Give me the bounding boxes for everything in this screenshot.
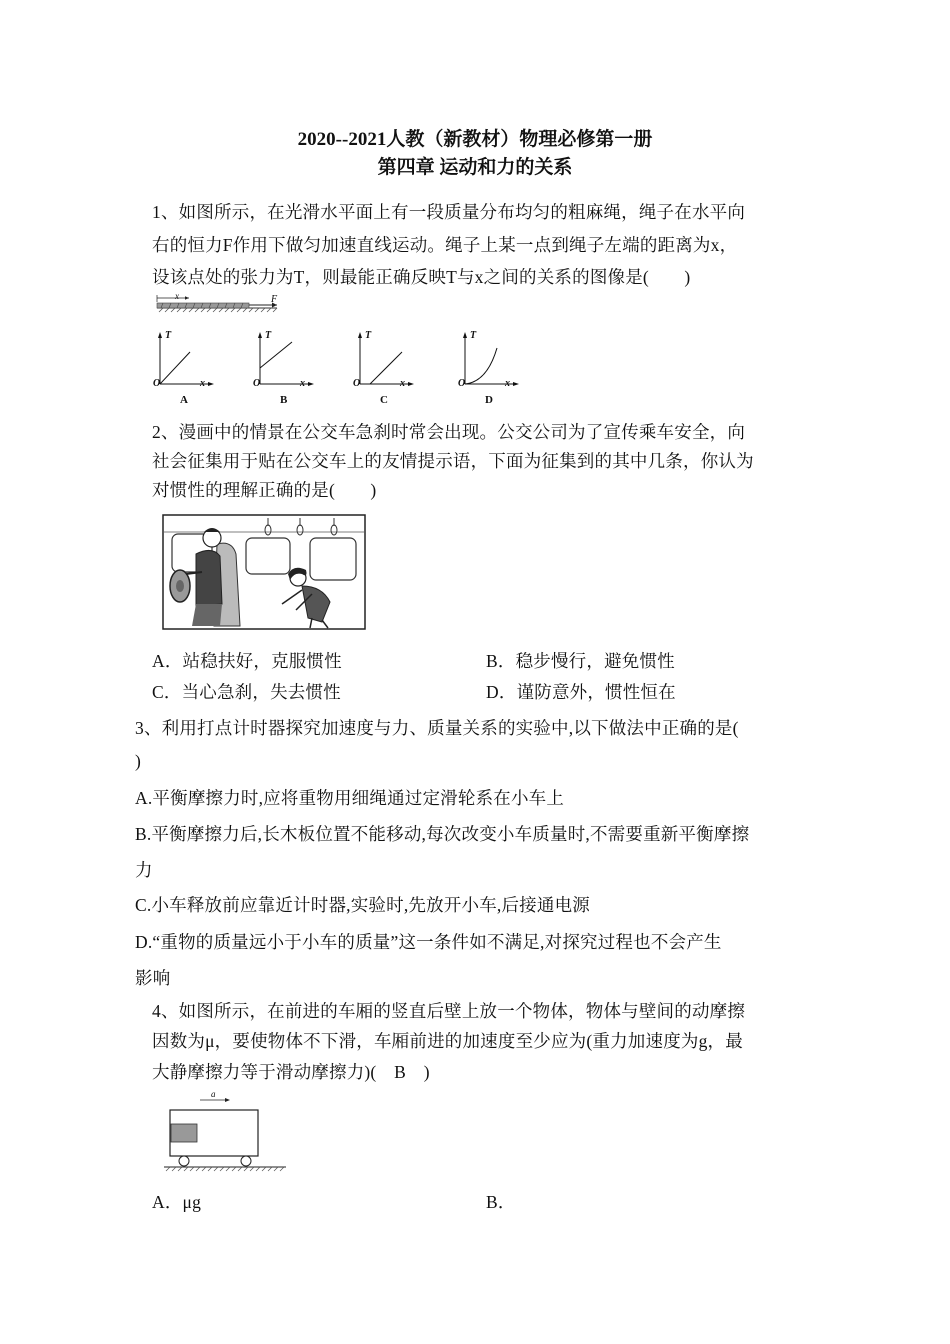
q2-line-3: 对惯性的理解正确的是( ) [152, 480, 377, 500]
q4-line-2: 因数为μ，要使物体不下滑，车厢前进的加速度至少应为(重力加速度为g，最 [152, 1031, 743, 1051]
graph-d-origin: O [458, 378, 466, 389]
page-title-line1: 2020--2021人教（新教材）物理必修第一册 [297, 129, 653, 150]
q3-option-b: B.平衡摩擦力后,长木板位置不能移动,每次改变小车质量时,不需要重新平衡摩擦 [135, 824, 750, 844]
q2-line-2: 社会征集用于贴在公交车上的友情提示语，下面为征集到的其中几条，你认为 [152, 451, 754, 471]
graph-d-x-label: x [505, 378, 510, 389]
q2-option-d: D．谨防意外，惯性恒在 [486, 682, 676, 702]
graph-b-x-label: x [300, 378, 305, 389]
q2-option-a: A．站稳扶好，克服惯性 [152, 651, 342, 671]
q4-line-3: 大静摩擦力等于滑动摩擦力)( B ) [152, 1062, 430, 1082]
q2-line-1: 2、漫画中的情景在公交车急刹时常会出现。公交公司为了宣传乘车安全，向 [152, 422, 746, 442]
acceleration-label: a [211, 1089, 216, 1099]
page-title-line2: 第四章 运动和力的关系 [377, 157, 573, 178]
q3-line-1: 3、利用打点计时器探究加速度与力、质量关系的实验中,以下做法中正确的是( [135, 718, 739, 738]
graph-d-t-label: T [470, 330, 477, 341]
graph-a [150, 330, 220, 392]
graph-a-x-label: x [200, 378, 205, 389]
graph-d-caption: D [485, 394, 493, 406]
q4-option-b: B． [486, 1192, 516, 1212]
graph-d [455, 330, 525, 392]
q1-line-1: 1、如图所示，在光滑水平面上有一段质量分布均匀的粗麻绳，绳子在水平向 [152, 202, 746, 222]
graph-b-origin: O [253, 378, 261, 389]
q3-option-d: D.“重物的质量远小于小车的质量”这一条件如不满足,对探究过程也不会产生 [135, 932, 722, 952]
graph-b-caption: B [280, 394, 288, 406]
q3-option-d-cont: 影响 [135, 968, 171, 988]
bus-cartoon-image [162, 514, 366, 630]
q2-option-b: B．稳步慢行，避免惯性 [486, 651, 675, 671]
q3-option-a: A.平衡摩擦力时,应将重物用细绳通过定滑轮系在小车上 [135, 788, 565, 808]
q3-line-2: ) [135, 751, 142, 771]
graph-b [250, 330, 320, 392]
graph-a-t-label: T [165, 330, 172, 341]
carriage-figure [162, 1090, 290, 1176]
graph-c-origin: O [353, 378, 361, 389]
q4-line-1: 4、如图所示，在前进的车厢的竖直后壁上放一个物体，物体与壁间的动摩擦 [152, 1001, 746, 1021]
rope-x-label: x [175, 291, 179, 301]
rope-force-label: F [271, 294, 278, 305]
graph-c-x-label: x [400, 378, 405, 389]
q3-option-c: C.小车释放前应靠近计时器,实验时,先放开小车,后接通电源 [135, 895, 590, 915]
graph-c [350, 330, 420, 392]
q3-option-b-cont: 力 [135, 860, 153, 880]
graph-c-caption: C [380, 394, 388, 406]
graph-c-t-label: T [365, 330, 372, 341]
q4-option-a: A．μg [152, 1192, 202, 1212]
graph-a-origin: O [153, 378, 161, 389]
graph-a-caption: A [180, 394, 188, 406]
graph-b-t-label: T [265, 330, 272, 341]
q2-option-c: C．当心急刹，失去惯性 [152, 682, 341, 702]
q1-line-2: 右的恒力F作用下做匀加速直线运动。绳子上某一点到绳子左端的距离为x， [152, 235, 738, 255]
q1-line-3: 设该点处的张力为T，则最能正确反映T与x之间的关系的图像是( ) [152, 267, 691, 287]
rope-figure [155, 292, 285, 322]
